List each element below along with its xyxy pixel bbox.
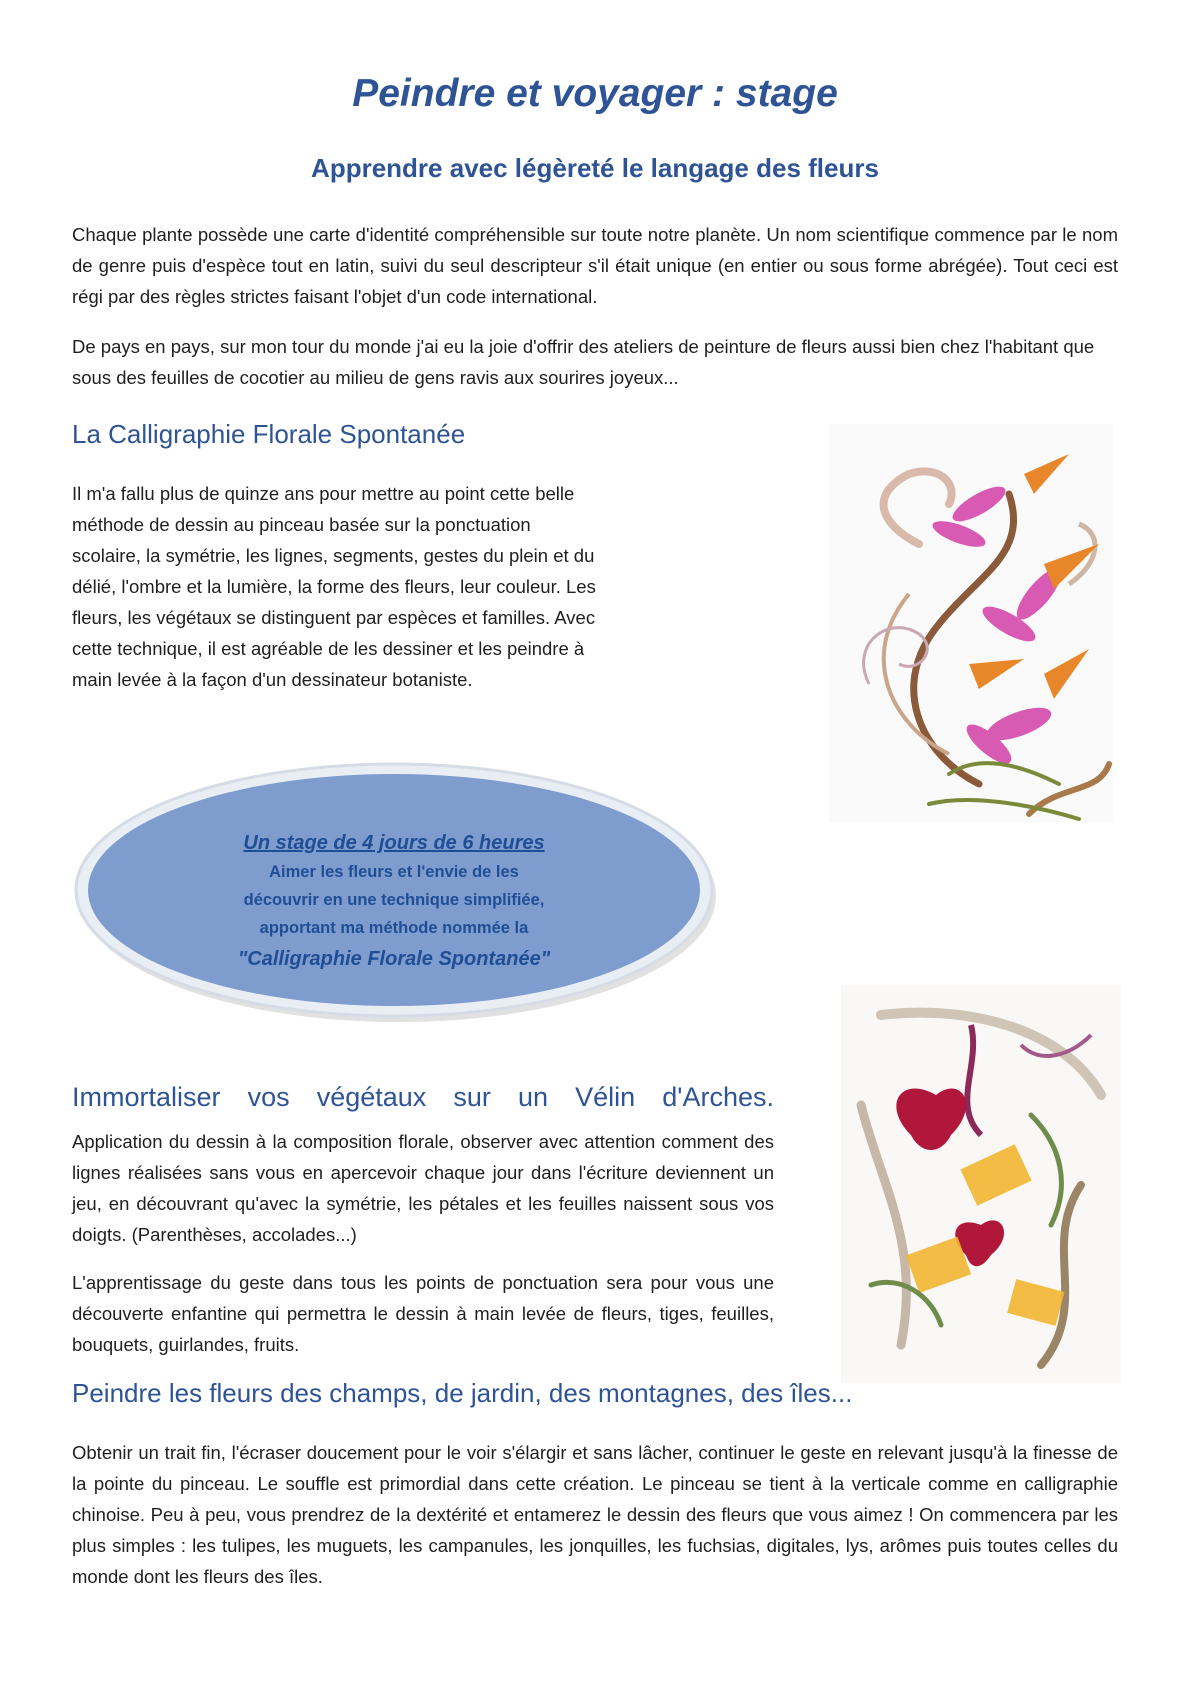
callout-line: Aimer les fleurs et l'envie de les <box>269 863 519 881</box>
callout-method-name: "Calligraphie Florale Spontanée" <box>237 948 551 970</box>
floral-painting-anthurium <box>841 985 1121 1383</box>
section-heading-calligraphie: La Calligraphie Florale Spontanée <box>72 419 466 449</box>
stage-callout-text <box>228 828 560 976</box>
intro-paragraph-1: Chaque plante possède une carte d'identité compréhensible sur toute notre planète. Un nom scientifique commence par le nom de genre puis d'espèce tout en latin, suivi du seul descripteur s'il était unique (en entier ou sous forme abrégée). Tout ceci est régi par des règles strictes faisant l'objet d'un code international. <box>72 224 1118 307</box>
callout-line: découvrir en une technique simplifiée, <box>243 891 545 909</box>
section-body-velin-2: L'apprentissage du geste dans tous les points de ponctuation sera pour vous une découverte enfantine qui permettra le dessin à main levée de fleurs, tiges, feuilles, bouquets, guirlandes, fruits. <box>72 1272 774 1355</box>
stage-duration-link[interactable]: Un stage de 4 jours de 6 heures <box>243 832 545 854</box>
floral-painting-lilies <box>829 424 1113 822</box>
section-heading-velin: Immortaliser vos végétaux sur un Vélin d'Arches. <box>72 1082 774 1112</box>
section-heading-champs: Peindre les fleurs des champs, de jardin, des montagnes, des îles... <box>72 1378 853 1408</box>
section-body-calligraphie: Il m'a fallu plus de quinze ans pour mettre au point cette belle méthode de dessin au pinceau basée sur la ponctuation scolaire, la symétrie, les lignes, segments, gestes du plein et du délié, l'ombre et la lumière, la forme des fleurs, leur couleur. Les fleurs, les végétaux se distinguent par espèces et familles. Avec cette technique, il est agréable de les dessiner et les peindre à main levée à la façon d'un dessinateur botaniste. <box>72 483 596 690</box>
section-body-champs: Obtenir un trait fin, l'écraser doucement pour le voir s'élargir et sans lâcher, continuer le geste en relevant jusqu'à la finesse de la pointe du pinceau. Le souffle est primordial dans cette création. Le pinceau se tient à la verticale comme en calligraphie chinoise. Peu à peu, vous prendrez de la dextérité et entamerez le dessin des fleurs que vous aimez ! On commencera par les plus simples : les tulipes, les muguets, les campanules, les jonquilles, les fuchsias, digitales, lys, arômes puis toutes celles du monde dont les fleurs des îles. <box>72 1442 1118 1587</box>
section-body-velin-1: Application du dessin à la composition florale, observer avec attention comment des lignes réalisées sans vous en apercevoir chaque jour dans l'écriture deviennent un jeu, en découvrant qu'avec la symétrie, les pétales et les feuilles naissent sous vos doigts. (Parenthèses, accolades...) <box>72 1131 774 1245</box>
page-subtitle: Apprendre avec légèreté le langage des fleurs <box>311 153 879 183</box>
page-title: Peindre et voyager : stage <box>352 72 838 115</box>
callout-line: apportant ma méthode nommée la <box>259 919 529 937</box>
intro-paragraph-2: De pays en pays, sur mon tour du monde j'ai eu la joie d'offrir des ateliers de peinture de fleurs aussi bien chez l'habitant que sous des feuilles de cocotier au milieu de gens ravis aux sourires joyeux... <box>72 336 1095 388</box>
